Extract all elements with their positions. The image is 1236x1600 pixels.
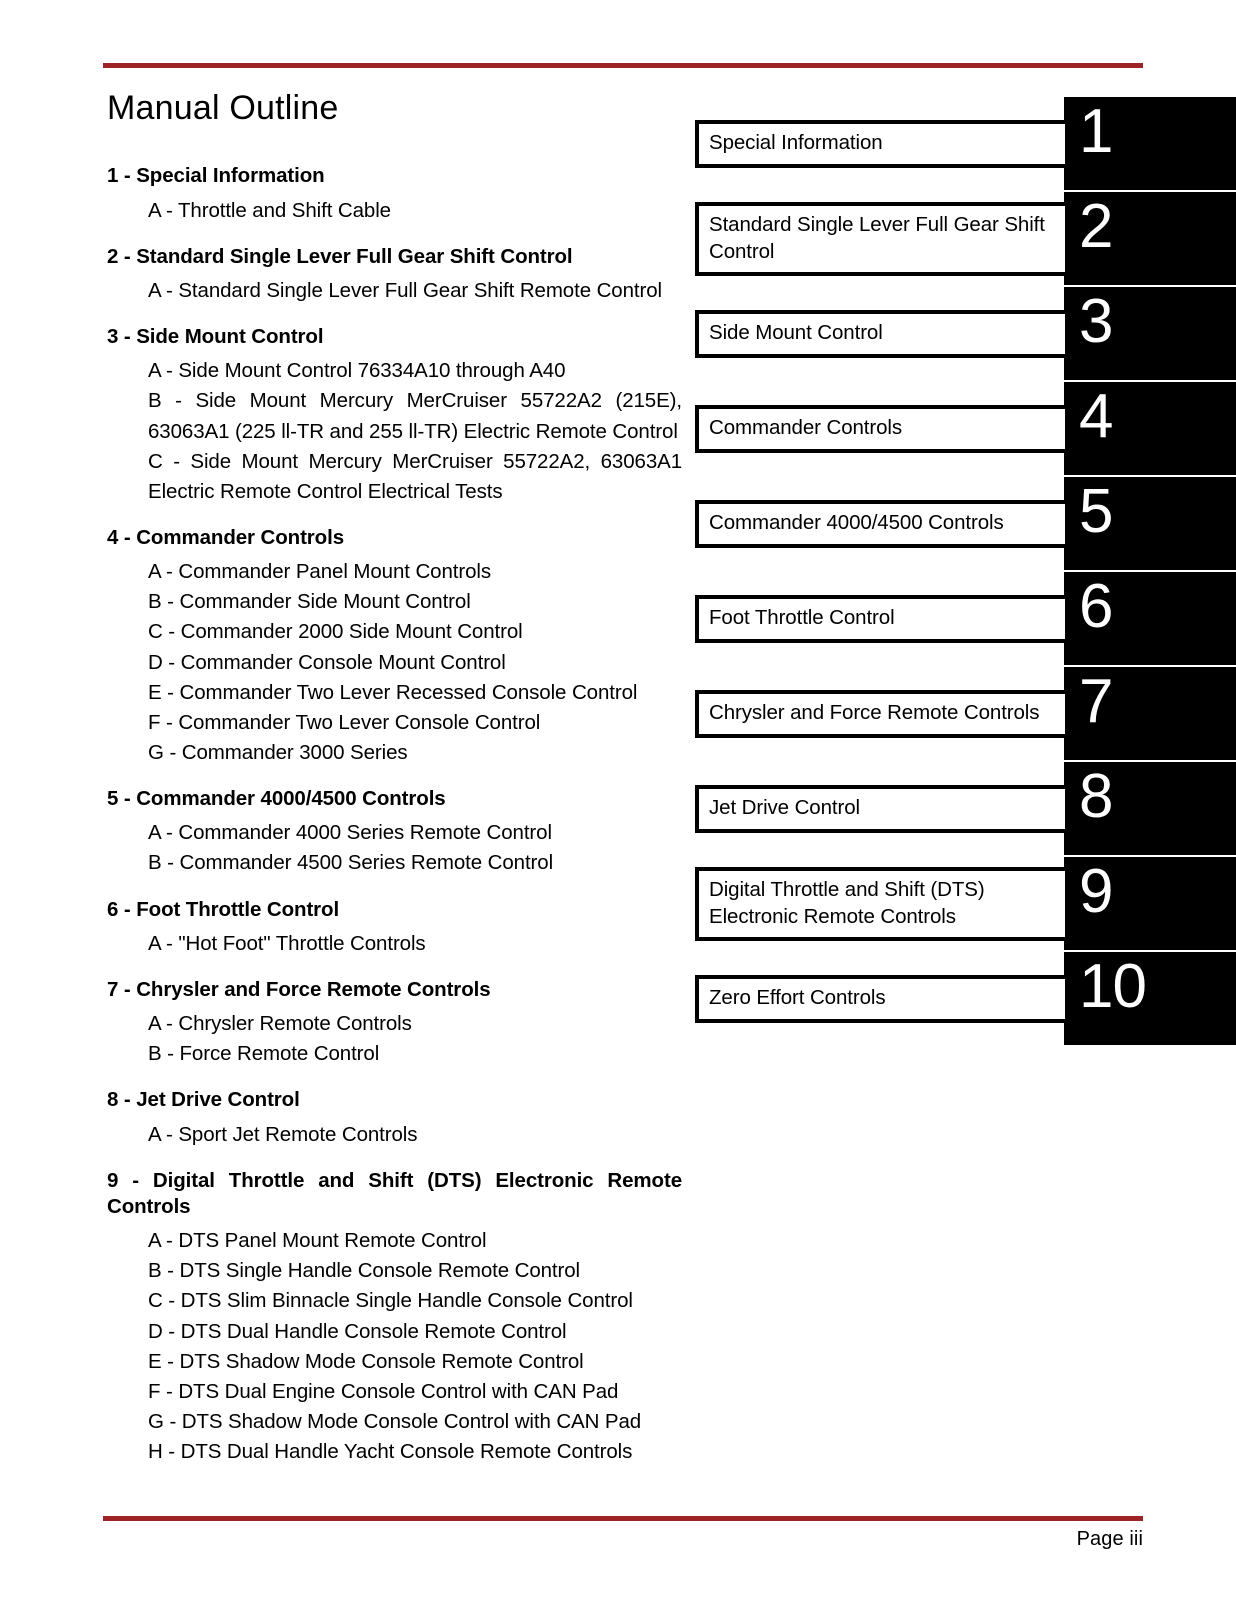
chapter-tab[interactable] bbox=[695, 477, 1236, 570]
outline-entry bbox=[107, 977, 682, 1069]
outline-entry-heading: 3 - Side Mount Control bbox=[107, 325, 324, 349]
footer-rule bbox=[103, 1516, 1143, 1521]
chapter-tab-number: 1 bbox=[1064, 97, 1236, 190]
chapter-tab-label[interactable]: Commander 4000/4500 Controls bbox=[695, 500, 1069, 548]
chapter-tab-label[interactable]: Digital Throttle and Shift (DTS) Electronic Remote Controls bbox=[695, 867, 1069, 941]
chapter-tab-number: 5 bbox=[1064, 477, 1236, 570]
chapter-tab-number: 3 bbox=[1064, 287, 1236, 380]
chapter-tab-label[interactable]: Foot Throttle Control bbox=[695, 595, 1069, 643]
outline-entry-heading: 2 - Standard Single Lever Full Gear Shift Control bbox=[107, 244, 573, 268]
chapter-tab[interactable] bbox=[695, 762, 1236, 855]
outline-subitem: G - Commander 3000 Series bbox=[148, 740, 408, 764]
chapter-tab-label[interactable]: Commander Controls bbox=[695, 405, 1069, 453]
chapter-tab[interactable] bbox=[695, 382, 1236, 475]
outline-entry-heading: 5 - Commander 4000/4500 Controls bbox=[107, 787, 446, 811]
outline-entry-heading: 1 - Special Information bbox=[107, 164, 325, 188]
chapter-tab[interactable] bbox=[695, 287, 1236, 380]
outline-subitem: B - DTS Single Handle Console Remote Control bbox=[148, 1259, 580, 1283]
outline-subitem: A - Standard Single Lever Full Gear Shift Remote Control bbox=[148, 278, 662, 302]
outline-entry bbox=[107, 163, 682, 225]
chapter-tab-label[interactable]: Side Mount Control bbox=[695, 310, 1069, 358]
chapter-tab[interactable] bbox=[695, 667, 1236, 760]
outline-subitem-list bbox=[107, 356, 682, 507]
chapter-tab-number: 6 bbox=[1064, 572, 1236, 665]
outline-subitem: D - Commander Console Mount Control bbox=[148, 650, 506, 674]
outline-subitem: B - Side Mount Mercury MerCruiser 55722A2 (215E), 63063A1 (225 ll-TR and 255 ll-TR) Electric Remote Control bbox=[148, 389, 682, 443]
outline-subitem: F - DTS Dual Engine Console Control with CAN Pad bbox=[148, 1379, 619, 1403]
outline-subitem: D - DTS Dual Handle Console Remote Control bbox=[148, 1319, 567, 1343]
outline-subitem: B - Force Remote Control bbox=[148, 1042, 380, 1066]
manual-outline-section bbox=[107, 90, 682, 1485]
chapter-tab[interactable] bbox=[695, 192, 1236, 285]
chapter-tab-number: 4 bbox=[1064, 382, 1236, 475]
outline-entry-list bbox=[107, 163, 682, 1467]
chapter-tab-label[interactable]: Jet Drive Control bbox=[695, 785, 1069, 833]
header-rule bbox=[103, 63, 1143, 68]
chapter-tab[interactable] bbox=[695, 572, 1236, 665]
chapter-tab-number: 9 bbox=[1064, 857, 1236, 950]
outline-entry bbox=[107, 1087, 682, 1149]
outline-subitem-list bbox=[107, 276, 682, 306]
outline-subitem: A - "Hot Foot" Throttle Controls bbox=[148, 931, 426, 955]
outline-subitem: H - DTS Dual Handle Yacht Console Remote Controls bbox=[148, 1440, 633, 1464]
chapter-tab-label[interactable]: Special Information bbox=[695, 120, 1069, 168]
outline-entry bbox=[107, 786, 682, 878]
outline-subitem: A - Sport Jet Remote Controls bbox=[148, 1122, 418, 1146]
outline-entry bbox=[107, 525, 682, 768]
outline-subitem: B - Commander 4500 Series Remote Control bbox=[148, 851, 554, 875]
outline-subitem: A - DTS Panel Mount Remote Control bbox=[148, 1229, 487, 1253]
outline-entry bbox=[107, 1168, 682, 1467]
outline-subitem: A - Commander 4000 Series Remote Control bbox=[148, 821, 552, 845]
outline-entry-heading: 8 - Jet Drive Control bbox=[107, 1088, 300, 1112]
page-title: Manual Outline bbox=[107, 89, 339, 127]
outline-subitem: G - DTS Shadow Mode Console Control with CAN Pad bbox=[148, 1409, 642, 1433]
outline-subitem: A - Throttle and Shift Cable bbox=[148, 198, 391, 222]
outline-entry bbox=[107, 324, 682, 507]
outline-subitem-list bbox=[107, 929, 682, 959]
outline-subitem: C - Side Mount Mercury MerCruiser 55722A2, 63063A1 Electric Remote Control Electrical Tests bbox=[148, 449, 682, 503]
outline-subitem-list bbox=[107, 1120, 682, 1150]
chapter-tab-number: 7 bbox=[1064, 667, 1236, 760]
chapter-tab-number: 10 bbox=[1064, 952, 1236, 1045]
outline-entry bbox=[107, 244, 682, 306]
outline-subitem: C - Commander 2000 Side Mount Control bbox=[148, 620, 523, 644]
chapter-tab-number: 2 bbox=[1064, 192, 1236, 285]
outline-entry-heading: 9 - Digital Throttle and Shift (DTS) Electronic Remote Controls bbox=[107, 1168, 682, 1218]
outline-entry-heading: 4 - Commander Controls bbox=[107, 525, 344, 549]
outline-subitem: A - Chrysler Remote Controls bbox=[148, 1012, 412, 1036]
outline-entry-heading: 6 - Foot Throttle Control bbox=[107, 897, 340, 921]
outline-subitem-list bbox=[107, 196, 682, 226]
outline-subitem: A - Side Mount Control 76334A10 through A40 bbox=[148, 359, 566, 383]
outline-subitem-list bbox=[107, 1226, 682, 1467]
chapter-tab-label[interactable]: Standard Single Lever Full Gear Shift Control bbox=[695, 202, 1069, 276]
chapter-tab-label[interactable]: Chrysler and Force Remote Controls bbox=[695, 690, 1069, 738]
outline-subitem: A - Commander Panel Mount Controls bbox=[148, 560, 491, 584]
chapter-tab-label[interactable]: Zero Effort Controls bbox=[695, 975, 1069, 1023]
outline-subitem-list bbox=[107, 1009, 682, 1069]
outline-entry bbox=[107, 897, 682, 959]
outline-subitem-list bbox=[107, 557, 682, 768]
outline-subitem-list bbox=[107, 818, 682, 878]
outline-subitem: C - DTS Slim Binnacle Single Handle Console Control bbox=[148, 1289, 633, 1313]
outline-subitem: E - DTS Shadow Mode Console Remote Control bbox=[148, 1349, 584, 1373]
chapter-tab[interactable] bbox=[695, 97, 1236, 190]
outline-subitem: B - Commander Side Mount Control bbox=[148, 590, 471, 614]
outline-subitem: F - Commander Two Lever Console Control bbox=[148, 710, 541, 734]
chapter-tab[interactable] bbox=[695, 857, 1236, 950]
outline-entry-heading: 7 - Chrysler and Force Remote Controls bbox=[107, 977, 491, 1001]
chapter-tab[interactable] bbox=[695, 952, 1236, 1045]
page-number: Page iii bbox=[1076, 1528, 1143, 1550]
outline-subitem: E - Commander Two Lever Recessed Console Control bbox=[148, 680, 638, 704]
chapter-tab-number: 8 bbox=[1064, 762, 1236, 855]
